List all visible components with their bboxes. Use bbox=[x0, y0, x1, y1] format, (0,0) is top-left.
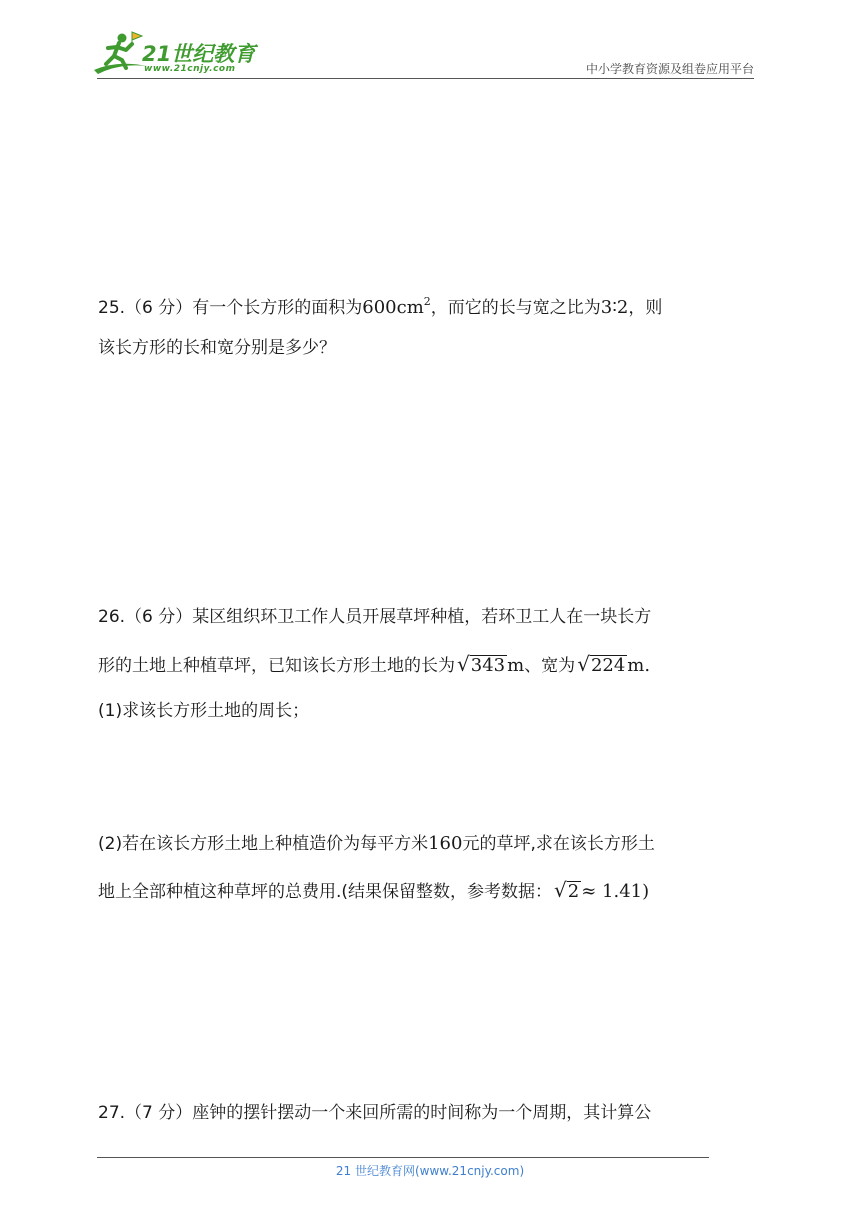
q26-part2-line2 bbox=[98, 867, 649, 916]
q26-length-sqrt: √343 bbox=[457, 652, 506, 676]
footer-link[interactable]: 21 世纪教育网(www.21cnjy.com) bbox=[335, 1164, 525, 1178]
footer-divider bbox=[97, 1157, 709, 1158]
q26-line2 bbox=[98, 641, 650, 690]
q26-part2-text-a: (2)若在该长方形土地上种植造价为每平方米 bbox=[98, 834, 429, 854]
q26-ref-sqrt: √2 bbox=[554, 878, 580, 902]
q25-area-exponent: 2 bbox=[423, 295, 431, 308]
q26-width-unit: m. bbox=[627, 655, 651, 676]
q25-line2: 该长方形的长和宽分别是多少？ bbox=[98, 338, 336, 358]
q25-line1 bbox=[98, 278, 662, 332]
q26-ref-radicand: 2 bbox=[567, 881, 580, 902]
q25-text-a: 25.（6 分）有一个长方形的面积为 bbox=[98, 298, 363, 318]
q26-width-sqrt: √224 bbox=[577, 652, 626, 676]
q25-area-value: 600cm bbox=[362, 297, 424, 318]
q25-ratio: 3∶2 bbox=[600, 297, 629, 318]
brand-name: 21世纪教育 bbox=[142, 42, 256, 66]
page-header bbox=[0, 0, 860, 90]
q25-text-b: ，而它的长与宽之比为 bbox=[430, 298, 601, 318]
site-tagline: 中小学教育资源及组卷应用平台 bbox=[585, 62, 754, 76]
q26-part2-text-b: 元的草坪,求在该长方形土 bbox=[462, 834, 655, 854]
q26-line1: 26.（6 分）某区组织环卫工作人员开展草坪种植，若环卫工人在一块长方 bbox=[98, 607, 652, 627]
q26-part1: (1)求该长方形土地的周长； bbox=[98, 701, 310, 721]
site-logo[interactable] bbox=[92, 30, 267, 80]
q26-width-radicand: 224 bbox=[590, 655, 626, 676]
q26-text-b: 、宽为 bbox=[524, 656, 576, 676]
q26-text-a: 形的土地上种植草坪，已知该长方形土地的长为 bbox=[98, 656, 455, 676]
q26-length-unit: m bbox=[507, 655, 525, 676]
brand-url: www.21cnjy.com bbox=[144, 64, 236, 74]
q26-part2-line1 bbox=[98, 820, 655, 868]
q26-ref-approx: ≈ 1.41) bbox=[581, 881, 650, 902]
q25-area bbox=[362, 297, 431, 318]
q26-length-radicand: 343 bbox=[470, 655, 506, 676]
q27-line1: 27.（7 分）座钟的摆针摆动一个来回所需的时间称为一个周期，其计算公 bbox=[98, 1103, 652, 1123]
header-divider bbox=[97, 78, 754, 79]
q26-price: 160 bbox=[428, 833, 463, 854]
q26-part2-text-c: 地上全部种植这种草坪的总费用.(结果保留整数，参考数据： bbox=[98, 882, 553, 902]
q25-text-c: ，则 bbox=[628, 298, 663, 318]
